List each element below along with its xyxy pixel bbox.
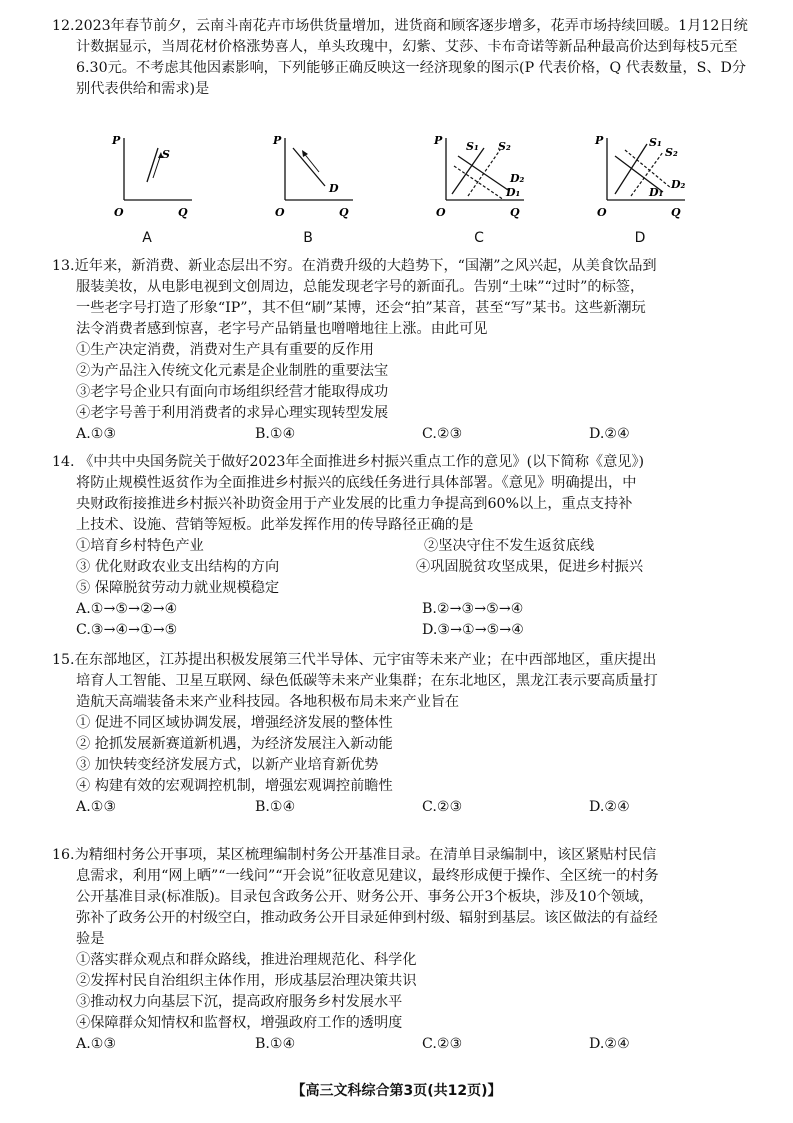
question-14-stem-line: 上技术、设施、营销等短板。此举发挥作用的传导路径正确的是 (76, 517, 474, 533)
figure-b-label: B (303, 230, 313, 246)
question-16-stem-line: 弥补了政务公开的村级空白，推动政务公开目录延伸到村级、辐射到基层。该区做法的有益经 (76, 910, 658, 926)
question-12 (52, 16, 752, 100)
figure-a-graph (92, 130, 202, 230)
question-12-stem: 12.2023年春节前夕，云南斗南花卉市场供货量增加，进货商和顾客逐步增多，花弄市场持续回暖。1月12日统计数据显示，当周花材价格涨势喜人，单头玫瑰中，幻紫、艾莎、卡布奇诺等新品种最高价达到每枝5元至6.30元。不考虑其他因素影响，下列能够正确反映这一经济现象的图示(P 代表价格，Q 代表数量，S、D分别代表供给和需求)是 (52, 18, 748, 97)
question-14-option-5: ⑤ 保障脱贫劳动力就业规模稳定 (76, 580, 280, 596)
question-14-stem-line: 央财政衔接推进乡村振兴补助资金用于产业发展的比重力争提高到60%以上，重点支持补 (76, 496, 633, 512)
question-13-stem-line: 服装美妆，从电影电视到文创周边，总能发现老字号的新面孔。告别“土味”“过时”的标签， (76, 279, 645, 295)
question-16-stem-line: 息需求，利用“网上晒”“一线问”“开会说”征收意见建议，最终形成便于操作、全区统一的村务 (76, 868, 659, 884)
question-13-choice-d[interactable]: D.②④ (589, 426, 630, 442)
figure-c-axis-q: Q (510, 206, 520, 219)
page-footer: 【高三文科综合第3页(共12页)】 (291, 1083, 502, 1099)
question-14-option-2: ②坚决守住不发生返贫底线 (424, 538, 595, 554)
question-14-choice-a[interactable]: A.①→⑤→②→④ (76, 601, 178, 617)
figure-d-origin: O (597, 206, 607, 219)
question-14 (52, 452, 752, 641)
question-14-option-3: ③ 优化财政农业支出结构的方向 (76, 559, 280, 575)
figure-c-curve-d1: D₁ (506, 186, 521, 199)
question-16-choices (52, 1034, 752, 1055)
question-16-choice-a[interactable]: A.①③ (76, 1036, 117, 1052)
figure-c-graph (424, 130, 534, 230)
question-15-stem-line: 15.在东部地区，江苏提出积极发展第三代半导体、元宇宙等未来产业；在中西部地区，重庆提出 (52, 652, 657, 668)
figure-d-curve-d2: D₂ (671, 178, 686, 191)
question-13-option: ②为产品注入传统文化元素是企业制胜的重要法宝 (76, 363, 389, 379)
figure-b-curve-d: D (329, 182, 339, 195)
question-13-option: ①生产决定消费，消费对生产具有重要的反作用 (76, 342, 374, 358)
figure-c-curve-s2: S₂ (498, 140, 511, 153)
figure-d-curve-s2: S₂ (665, 146, 678, 159)
question-15-option: ③ 加快转变经济发展方式，以新产业培育新优势 (76, 757, 379, 773)
question-13-choices (52, 424, 752, 445)
question-14-option-4: ④巩固脱贫攻坚成果，促进乡村振兴 (416, 559, 644, 575)
figure-b-graph (253, 130, 363, 230)
figure-c-axis-p: P (434, 134, 443, 147)
question-15-option: ② 抢抓发展新赛道新机遇，为经济发展注入新动能 (76, 736, 393, 752)
question-14-choices-row-1 (52, 599, 752, 620)
figure-d-axis-p: P (595, 134, 604, 147)
figure-d (585, 130, 695, 248)
question-14-options-row-1 (52, 536, 752, 557)
question-16-stem-line: 16.为精细村务公开事项，某区梳理编制村务公开基准目录。在清单目录编制中，该区紧贴村民信 (52, 847, 657, 863)
question-15-choice-a[interactable]: A.①③ (76, 799, 117, 815)
question-14-choice-d[interactable]: D.③→①→⑤→④ (422, 622, 524, 638)
question-14-options-row-2 (52, 557, 752, 578)
figure-c-origin: O (436, 206, 446, 219)
question-16-choice-c[interactable]: C.②③ (422, 1036, 463, 1052)
figure-b-axis-q: Q (339, 206, 349, 219)
figure-a-origin: O (114, 206, 124, 219)
figure-c-curve-d2: D₂ (510, 172, 525, 185)
question-15-choice-b[interactable]: B.①④ (255, 799, 296, 815)
question-16-option: ④保障群众知情权和监督权，增强政府工作的透明度 (76, 1015, 403, 1031)
question-13-choice-c[interactable]: C.②③ (422, 426, 463, 442)
question-13-option: ③老字号企业只有面向市场组织经营才能取得成功 (76, 384, 389, 400)
figure-c (424, 130, 534, 248)
figure-d-axis-q: Q (671, 206, 681, 219)
question-16-stem-line: 验是 (76, 931, 105, 947)
question-15-choice-c[interactable]: C.②③ (422, 799, 463, 815)
figure-d-curve-d1: D₁ (649, 186, 664, 199)
figure-b-axis-p: P (273, 134, 282, 147)
question-14-choice-c[interactable]: C.③→④→①→⑤ (76, 622, 178, 638)
question-16-choice-d[interactable]: D.②④ (589, 1036, 630, 1052)
question-15-option: ① 促进不同区域协调发展，增强经济发展的整体性 (76, 715, 393, 731)
question-14-choices-row-2 (52, 620, 752, 641)
question-14-stem-line: 将防止规模性返贫作为全面推进乡村振兴的底线任务进行具体部署。《意见》明确提出，中 (76, 475, 637, 491)
question-13 (52, 256, 752, 445)
question-13-choice-b[interactable]: B.①④ (255, 426, 296, 442)
figure-c-label: C (474, 230, 484, 246)
question-12-figures (52, 130, 752, 250)
question-13-stem-line: 一些老字号打造了形象“IP”，其不但“刷”某博，还会“拍”某音，甚至“写”某书。这些新潮玩 (76, 300, 646, 316)
question-15-option: ④ 构建有效的宏观调控机制，增强宏观调控前瞻性 (76, 778, 393, 794)
figure-d-graph (585, 130, 695, 230)
question-16-option: ③推动权力向基层下沉，提高政府服务乡村发展水平 (76, 994, 403, 1010)
figure-b (253, 130, 363, 248)
question-16-option: ②发挥村民自治组织主体作用，形成基层治理决策共识 (76, 973, 417, 989)
figure-d-curve-s1: S₁ (649, 136, 662, 149)
figure-a-axis-p: P (112, 134, 121, 147)
figure-a-curve-s: S (162, 148, 170, 161)
question-15-stem-line: 造航天高端装备未来产业科技园。各地积极布局未来产业旨在 (76, 694, 460, 710)
question-13-choice-a[interactable]: A.①③ (76, 426, 117, 442)
question-13-stem-line: 13.近年来，新消费、新业态层出不穷。在消费升级的大趋势下，“国潮”之风兴起，从美食饮品到 (52, 258, 657, 274)
question-16-choice-b[interactable]: B.①④ (255, 1036, 296, 1052)
figure-a-axis-q: Q (178, 206, 188, 219)
question-13-option: ④老字号善于利用消费者的求异心理实现转型发展 (76, 405, 389, 421)
question-13-stem-line: 法令消费者感到惊喜，老字号产品销量也噌噌地往上涨。由此可见 (76, 321, 488, 337)
figure-a (92, 130, 202, 248)
question-16-stem-line: 公开基准目录(标准版)。目录包含政务公开、财务公开、事务公开3个板块，涉及10个领域， (76, 889, 654, 905)
question-16-option: ①落实群众观点和群众路线，推进治理规范化、科学化 (76, 952, 417, 968)
question-15 (52, 650, 752, 818)
question-15-choice-d[interactable]: D.②④ (589, 799, 630, 815)
figure-b-origin: O (275, 206, 285, 219)
question-14-option-1: ①培育乡村特色产业 (76, 538, 204, 554)
figure-c-curve-s1: S₁ (466, 140, 479, 153)
question-15-stem-line: 培育人工智能、卫星互联网、绿色低碳等未来产业集群；在东北地区，黑龙江表示要高质量打 (76, 673, 658, 689)
question-15-choices (52, 797, 752, 818)
question-14-stem-line: 14. 《中共中央国务院关于做好2023年全面推进乡村振兴重点工作的意见》(以下简称《意见》) (52, 454, 645, 470)
question-14-choice-b[interactable]: B.②→③→⑤→④ (422, 601, 524, 617)
question-16 (52, 845, 752, 1055)
figure-a-label: A (142, 230, 152, 246)
figure-d-label: D (634, 230, 646, 246)
